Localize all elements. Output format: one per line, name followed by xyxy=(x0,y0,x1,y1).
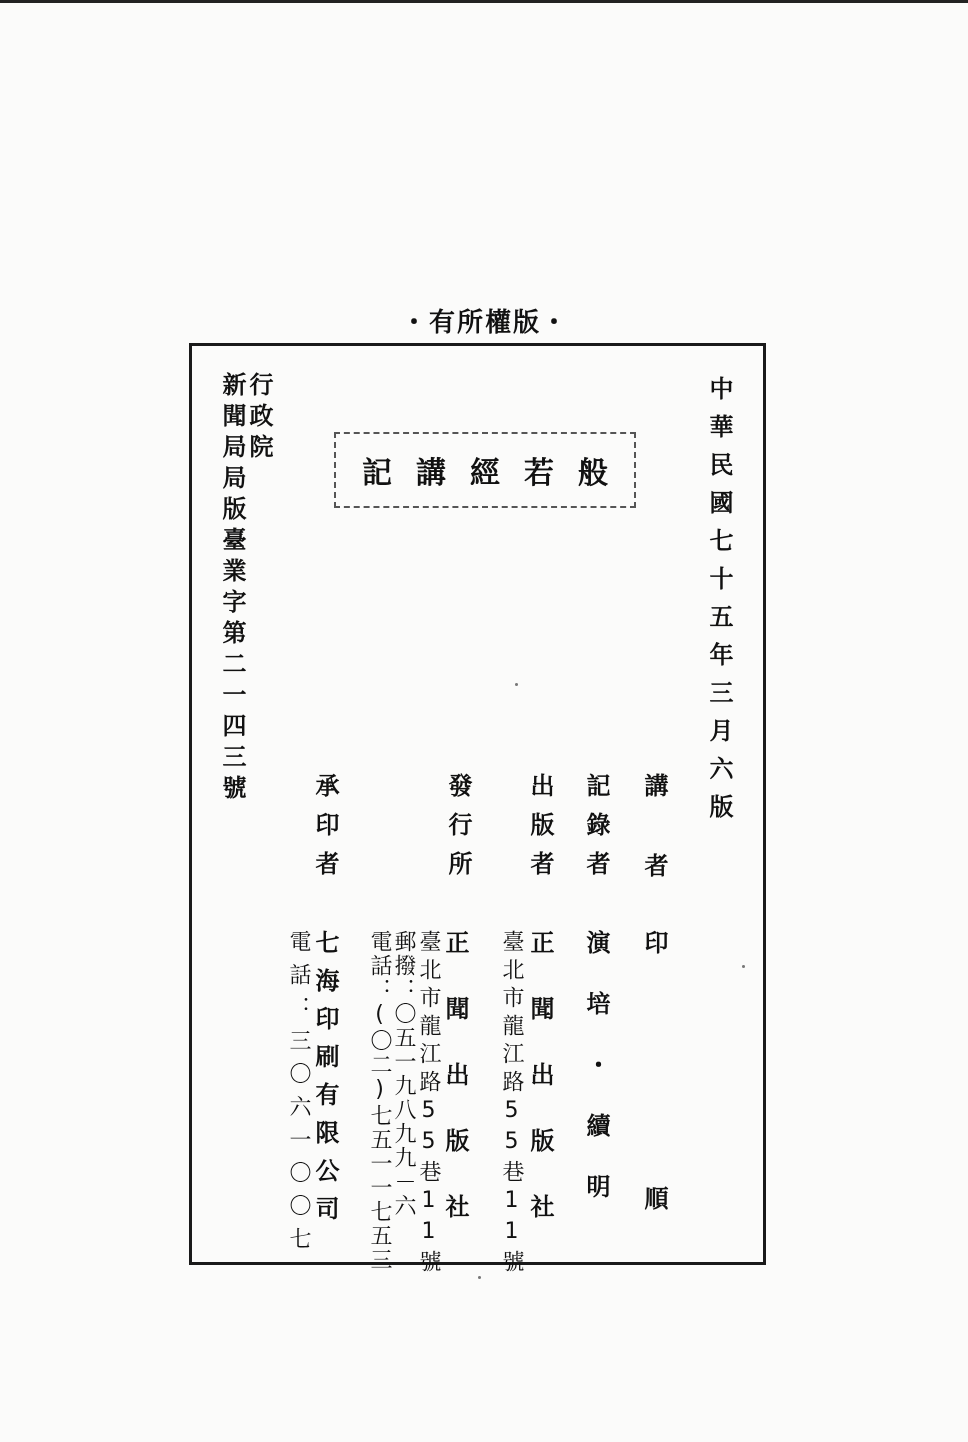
label-distributor: 發行所 xyxy=(444,773,472,890)
top-rule xyxy=(0,0,968,3)
label-speaker: 講者 xyxy=(640,773,668,933)
edition-date: 中華民國七十五年三月六版 xyxy=(705,376,733,832)
distributor-address: 臺北市龍江路55巷11號 xyxy=(416,930,441,1278)
printer-name: 七海印刷有限公司 xyxy=(311,930,339,1234)
publisher-name: 正聞出版社 xyxy=(526,930,554,1260)
recorder-name: 演培・續明 xyxy=(582,930,610,1235)
printer-phone: 電話：三〇六一〇〇七 xyxy=(286,930,311,1260)
distributor-postal: 郵撥：〇五一九八九九－六 xyxy=(391,930,416,1218)
label-publisher: 出版者 xyxy=(526,773,554,890)
scan-speck xyxy=(478,1276,481,1279)
distributor-name: 正聞出版社 xyxy=(441,930,469,1260)
scan-speck xyxy=(742,965,745,968)
speaker-name: 印順 xyxy=(640,930,668,1442)
copyright-header: ・有所權版・ xyxy=(400,308,569,338)
scan-speck xyxy=(515,683,518,686)
license-number: 新聞局局版臺業字第二一四三號 xyxy=(218,372,246,806)
label-printer: 承印者 xyxy=(311,773,339,890)
book-title: 般若經講記 xyxy=(362,456,632,491)
license-authority: 行政院 xyxy=(245,372,273,465)
distributor-phone: 電話：(〇二)七五一一七五三 xyxy=(367,930,392,1272)
publisher-address: 臺北市龍江路55巷11號 xyxy=(499,930,524,1278)
label-recorder: 記錄者 xyxy=(582,773,610,890)
